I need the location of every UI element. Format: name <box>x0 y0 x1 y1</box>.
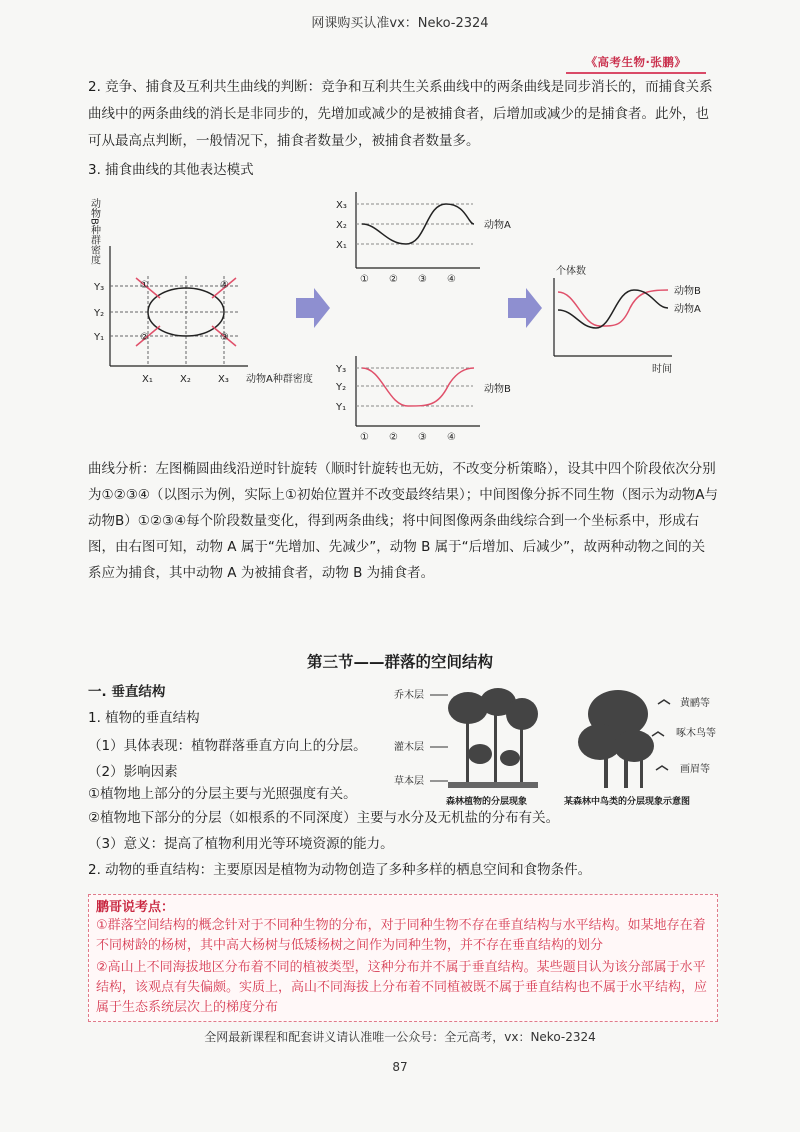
combined-ylabel: 个体数 <box>556 266 586 277</box>
top-watermark: 网课购买认准vx：Neko-2324 <box>311 16 489 31</box>
factor-above-ground: ①植物地上部分的分层主要与光照强度有关。 <box>88 786 357 802</box>
animal-b-phase-3: ③ <box>418 432 427 443</box>
subheading-vertical-structure: 一. 垂直结构 <box>88 684 166 700</box>
combined-xlabel: 时间 <box>652 364 672 375</box>
bird-layer-2: 啄木鸟等 <box>676 728 716 739</box>
animal-b-label: 动物B <box>484 384 511 395</box>
combined-chart <box>554 264 701 375</box>
animal-a-ytick-x2: X₂ <box>336 220 347 231</box>
animal-b-ytick-y3: Y₃ <box>336 364 347 375</box>
layer-tree-label: 乔木层 <box>394 690 424 701</box>
combined-curve-a <box>558 290 668 328</box>
exam-point-2: ②高山上不同海拔地区分布着不同的植被类型，这种分布并不属于垂直结构。某些题目认为该分部属于水平结构，该观点有失偏颇。实质上，高山不同海拔上分布着不同植被既不属于垂直结构也不属于水平结构，应属于生态系统层次上的梯度分布 <box>96 960 708 1015</box>
bird-icon <box>658 700 670 704</box>
ellipse-marker-4: ④ <box>220 280 229 291</box>
animal-b-curve <box>362 368 474 406</box>
animal-vertical-structure: 2. 动物的垂直结构：主要原因是植物为动物创造了多种多样的栖息空间和食物条件。 <box>88 862 592 878</box>
animal-b-phase-1: ① <box>360 432 369 443</box>
factor-below-ground: ②植物地下部分的分层（如根系的不同深度）主要与水分及无机盐的分布有关。 <box>88 810 560 826</box>
plant-factors: （2）影响因素 <box>88 764 178 780</box>
animal-b-chart <box>335 356 511 443</box>
forest-plant-caption: 森林植物的分层现象 <box>446 797 528 807</box>
predation-figure <box>88 186 728 456</box>
ellipse-xtick-x1: X₁ <box>142 374 153 385</box>
combined-legend-a: 动物A <box>674 304 701 315</box>
ellipse-xtick-x3: X₃ <box>218 374 229 385</box>
exam-point-1: ①群落空间结构的概念针对于不同种生物的分布，对于同种生物不存在垂直结构与水平结构。如某地存在着不同树龄的杨树，其中高大杨树与低矮杨树之间作为同种生物，并不存在垂直结构的划分 <box>96 918 706 953</box>
animal-a-phase-1: ① <box>360 274 369 285</box>
plant-performance: （1）具体表现：植物群落垂直方向上的分层。 <box>88 738 367 754</box>
ellipse-xtick-x2: X₂ <box>180 374 191 385</box>
arrow-right-icon <box>296 288 330 328</box>
layer-shrub-label: 灌木层 <box>394 742 424 753</box>
forest-bird-layering-image <box>563 690 716 807</box>
animal-b-phase-2: ② <box>389 432 398 443</box>
bird-icon <box>656 766 668 770</box>
combined-curve-b <box>558 290 668 326</box>
animal-b-ytick-y1: Y₁ <box>336 402 347 413</box>
animal-b-phase-4: ④ <box>447 432 456 443</box>
arrow-right-icon <box>508 288 542 328</box>
bird-layer-3: 画眉等 <box>680 764 710 775</box>
animal-a-label: 动物A <box>484 220 511 231</box>
animal-a-ytick-x1: X₁ <box>336 240 347 251</box>
forest-plant-layering-image <box>394 688 538 807</box>
forest-layering-images <box>390 686 720 812</box>
plant-vertical-title: 1. 植物的垂直结构 <box>88 710 200 726</box>
animal-b-ytick-y2: Y₂ <box>336 382 347 393</box>
ellipse-chart <box>89 197 313 385</box>
ellipse-marker-2: ② <box>140 332 149 343</box>
book-title-tag: 《高考生物·张鹏》 <box>566 52 706 74</box>
ellipse-ytick-y2: Y₂ <box>94 308 105 319</box>
animal-a-chart <box>336 192 511 285</box>
paragraph-competition: 2. 竞争、捕食及互利共生曲线的判断：竞争和互利共生关系曲线中的两条曲线是同步消长的，而捕食关系曲线中的两条曲线的消长是非同步的，先增加或减少的是被捕食者，后增加或减少的是捕食者。此外，也可从最高点判断，一般情况下，捕食者数量少，被捕食者数量多。 <box>88 79 713 149</box>
bird-icon <box>652 732 664 736</box>
paragraph-pattern-title: 3. 捕食曲线的其他表达模式 <box>88 162 254 178</box>
ellipse-xlabel: 动物A种群密度 <box>246 374 313 385</box>
animal-a-phase-4: ④ <box>447 274 456 285</box>
animal-a-phase-2: ② <box>389 274 398 285</box>
plant-significance: （3）意义：提高了植物利用光等环境资源的能力。 <box>88 836 394 852</box>
exam-point-title: 鹏哥说考点： <box>96 900 175 915</box>
animal-a-phase-3: ③ <box>418 274 427 285</box>
animal-a-ytick-x3: X₃ <box>336 200 347 211</box>
curve-analysis-text: 曲线分析：左图椭圆曲线沿逆时针旋转（顺时针旋转也无妨，不改变分析策略），设其中四个阶段依次分别为①②③④（以图示为例，实际上①初始位置并不改变最终结果）；中间图像分拆不同生物（图示为动物A与动物B）①②③④每个阶段数量变化，得到两条曲线；将中间图像两条曲线综合到一个坐标系中，形成右图，由右图可知，动物 A 属于“先增加、先减少”，动物 B 属于“后增加、后减少”，故两种动物之间的关系应为捕食，其中动物 A 为被捕食者，动物 B 为捕食者。 <box>88 461 718 581</box>
ellipse-ylabel: 动物B种群密度 <box>88 198 100 265</box>
section-title: 第三节——群落的空间结构 <box>306 653 493 671</box>
ellipse-marker-3: ③ <box>220 332 229 343</box>
bird-layer-1: 黄鹂等 <box>680 698 710 709</box>
layer-herb-label: 草本层 <box>394 776 424 787</box>
ellipse-marker-1: ① <box>140 280 149 291</box>
combined-legend-b: 动物B <box>674 286 701 297</box>
ellipse-ytick-y1: Y₁ <box>94 332 105 343</box>
page-number: 87 <box>392 1060 408 1074</box>
footer-watermark: 全网最新课程和配套讲义请认准唯一公众号：全元高考，vx：Neko-2324 <box>204 1030 596 1044</box>
forest-bird-caption: 某森林中鸟类的分层现象示意图 <box>564 797 691 807</box>
ellipse-ytick-y3: Y₃ <box>94 282 105 293</box>
